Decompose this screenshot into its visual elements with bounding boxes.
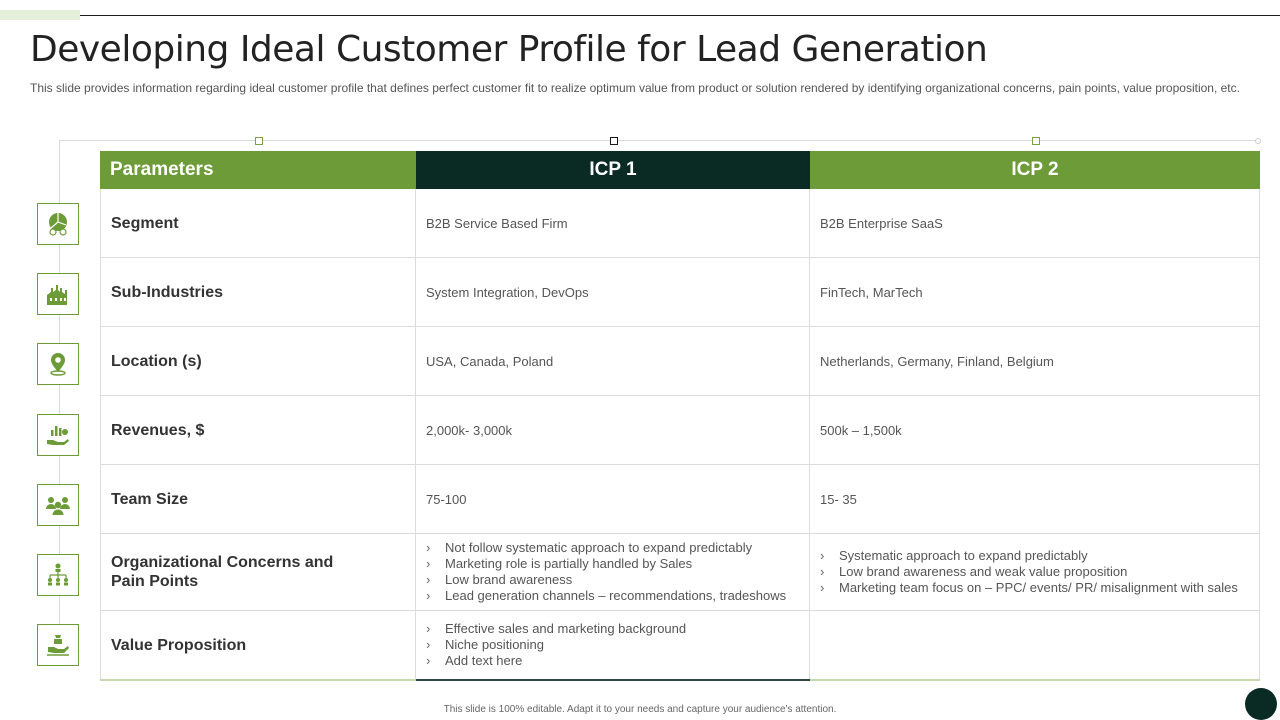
param-revenues: Revenues, $: [100, 396, 416, 465]
slide-footer: This slide is 100% editable. Adapt it to your needs and capture your audience's attention.: [443, 704, 837, 715]
list-item: › Add text here: [426, 653, 686, 669]
icp1-location: USA, Canada, Poland: [416, 327, 810, 396]
resize-handle-left[interactable]: [255, 137, 263, 145]
org-chart-icon: [45, 562, 71, 588]
param-team-size: Team Size: [100, 465, 416, 534]
list-item: › Low brand awareness: [426, 572, 786, 588]
param-segment: Segment: [100, 189, 416, 258]
factory-icon: [45, 281, 71, 307]
icp2-value-proposition: [810, 611, 1260, 679]
icp1-sub-industries: System Integration, DevOps: [416, 258, 810, 327]
icp2-revenues: 500k – 1,500k: [810, 396, 1260, 465]
icp2-team-size: 15- 35: [810, 465, 1260, 534]
list-item: › Systematic approach to expand predictably: [820, 548, 1238, 564]
corner-decoration: [1245, 688, 1277, 720]
list-item: › Marketing role is partially handled by Sales: [426, 556, 786, 572]
revenues-icon-box: [37, 414, 79, 456]
list-item: › Marketing team focus on – PPC/ events/ PR/ misalignment with sales: [820, 580, 1238, 596]
top-rule: [80, 15, 1280, 16]
top-accent-bar: [0, 10, 80, 20]
param-value-proposition: Value Proposition: [100, 611, 416, 679]
value-hand-icon: [45, 632, 71, 658]
icp2-sub-industries: FinTech, MarTech: [810, 258, 1260, 327]
location-icon-box: [37, 343, 79, 385]
param-location: Location (s): [100, 327, 416, 396]
list-item: › Low brand awareness and weak value proposition: [820, 564, 1238, 580]
list-item: › Not follow systematic approach to expand predictably: [426, 540, 786, 556]
list-item: › Niche positioning: [426, 637, 686, 653]
pie-chart-icon: [45, 211, 71, 237]
list-item: › Effective sales and marketing background: [426, 621, 686, 637]
icp1-revenues: 2,000k- 3,000k: [416, 396, 810, 465]
param-sub-industries: Sub-Industries: [100, 258, 416, 327]
slide-title: Developing Ideal Customer Profile for Lead Generation: [30, 29, 988, 70]
team-icon: [45, 492, 71, 518]
header-icp1: ICP 1: [416, 151, 810, 189]
icp2-org-concerns: [810, 534, 1260, 611]
icp1-column-underline: [416, 679, 810, 681]
param-org-concerns-label: Organizational Concerns and Pain Points: [111, 554, 334, 590]
param-org-concerns: [100, 534, 416, 611]
rotate-handle[interactable]: [1255, 138, 1261, 144]
value-proposition-icon-box: [37, 624, 79, 666]
header-parameters: Parameters: [100, 151, 416, 189]
resize-handle-center[interactable]: [610, 137, 618, 145]
revenue-hand-icon: [45, 422, 71, 448]
org-concerns-icon-box: [37, 554, 79, 596]
team-size-icon-box: [37, 484, 79, 526]
segment-icon-box: [37, 203, 79, 245]
location-pin-icon: [45, 351, 71, 377]
icp2-location: Netherlands, Germany, Finland, Belgium: [810, 327, 1260, 396]
icp-table: [100, 151, 1260, 681]
icp2-segment: B2B Enterprise SaaS: [810, 189, 1260, 258]
header-icp2: ICP 2: [810, 151, 1260, 189]
icp1-team-size: 75-100: [416, 465, 810, 534]
icp1-org-concerns: [416, 534, 810, 611]
icp1-segment: B2B Service Based Firm: [416, 189, 810, 258]
sub-industries-icon-box: [37, 273, 79, 315]
resize-handle-right[interactable]: [1032, 137, 1040, 145]
selection-frame-top: [60, 140, 1258, 141]
icp1-value-proposition: [416, 611, 810, 679]
list-item: › Lead generation channels – recommendations, tradeshows: [426, 588, 786, 604]
slide-subtitle: This slide provides information regarding ideal customer profile that defines perfect customer fit to realize optimum value from product or solution rendered by identifying organizational concerns, pain points, value proposition, etc.: [30, 81, 1240, 95]
